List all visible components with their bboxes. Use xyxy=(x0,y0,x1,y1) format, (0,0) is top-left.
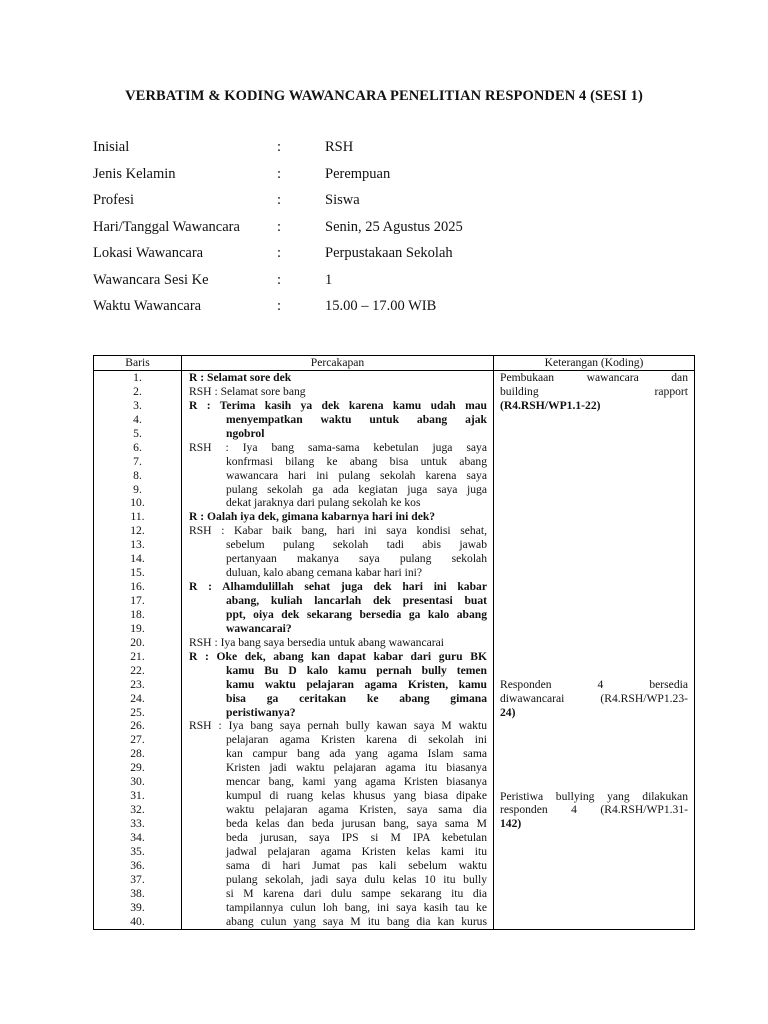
line-number: 23. xyxy=(130,677,145,691)
line-number: 17. xyxy=(130,594,145,607)
conversation-line: waktu pelajaran agama Kristen, saya sama dia xyxy=(226,803,487,817)
conversation-line: RSH : Iya bang saya bersedia untuk abang wawancarai xyxy=(189,635,444,649)
conversation-line: kan campur bang ada yang agama Islam sama xyxy=(226,747,487,761)
info-row xyxy=(93,245,693,272)
coding-note xyxy=(500,678,688,720)
conversation-line: ngobrol xyxy=(226,426,265,440)
line-number: 9. xyxy=(133,482,142,496)
conversation-line: RSH : Kabar baik bang, hari ini saya kondisi sehat, xyxy=(189,524,487,538)
line-number: 39. xyxy=(130,900,145,914)
info-value: Senin, 25 Agustus 2025 xyxy=(325,218,463,235)
info-value: Perpustakaan Sekolah xyxy=(325,245,453,261)
conversation-line: ppt, oiya dek sekarang bersedia ga kalo abang xyxy=(226,607,487,621)
conversation-line: bisa ga ceritakan ke abang gimana xyxy=(226,691,487,705)
info-colon: : xyxy=(277,139,282,155)
line-number: 38. xyxy=(130,886,145,900)
line-number: 27. xyxy=(130,733,145,747)
line-number: 28. xyxy=(130,747,145,761)
coding-note-line: Responden 4 bersedia xyxy=(500,677,688,691)
conversation-line: sebelum pulang sekolah tadi abis jawab xyxy=(226,538,487,552)
line-number: 34. xyxy=(130,830,145,844)
coding-note xyxy=(500,790,688,832)
line-number: 35. xyxy=(130,844,145,858)
line-number: 26. xyxy=(130,719,145,733)
conversation-line: duluan, kalo abang cemana kabar hari ini? xyxy=(226,566,423,580)
respondent-info xyxy=(93,139,693,325)
conversation-line: beda kelas dan beda jurusan bang, saya sama M xyxy=(226,817,487,830)
info-value: 1 xyxy=(325,271,333,288)
conversation-line: pulang sekolah ga ada kegiatan juga saya juga xyxy=(226,482,487,496)
info-colon: : xyxy=(277,245,282,261)
info-value: 15.00 – 17.00 WIB xyxy=(325,298,437,314)
line-number: 2. xyxy=(133,384,142,398)
document-title: VERBATIM & KODING WAWANCARA PENELITIAN RESPONDEN 4 (SESI 1) xyxy=(125,88,643,104)
info-row xyxy=(93,192,693,219)
conversation-line: kamu waktu pelajaran agama Kristen, kamu xyxy=(226,677,487,691)
conversation-line: beda jurusan, saya IPS si M IPA kebetulan xyxy=(226,830,487,844)
conversation-line: mencar bang, kami yang agama Kristen biasanya xyxy=(226,775,487,789)
coding-note-line: Pembukaan wawancara dan xyxy=(500,371,688,384)
line-number: 6. xyxy=(133,440,142,454)
table-body-row xyxy=(94,371,695,930)
line-number: 25. xyxy=(130,705,145,719)
line-number: 22. xyxy=(130,663,145,677)
line-number: 24. xyxy=(130,691,145,705)
line-number: 32. xyxy=(130,803,145,817)
line-number: 21. xyxy=(130,649,145,663)
conversation-line: si M karena dari dulu sampe sekarang itu dia xyxy=(226,886,487,900)
coding-note-line: responden 4 (R4.RSH/WP1.31- xyxy=(500,803,688,817)
line-number-column xyxy=(94,371,182,930)
info-label: Profesi xyxy=(93,192,135,208)
conversation-line: kamu Bu D kalo kamu pernah bully temen xyxy=(226,663,487,677)
line-number: 30. xyxy=(130,775,145,789)
verbatim-table xyxy=(93,355,695,930)
conversation-line: jadwal pelajaran agama Kristen kelas kami itu xyxy=(226,844,487,858)
coding-note-line: 24) xyxy=(500,705,516,719)
conversation-column xyxy=(182,371,494,930)
info-colon: : xyxy=(277,192,282,208)
info-label: Wawancara Sesi Ke xyxy=(93,271,209,288)
info-colon: : xyxy=(277,165,282,182)
line-number: 16. xyxy=(130,580,145,594)
table-header-row xyxy=(94,356,695,371)
line-number: 36. xyxy=(130,858,145,872)
conversation-line: konfrmasi bilang ke abang bisa untuk abang xyxy=(226,454,487,468)
conversation-line: tampilannya culun loh bang, ini saya kasih tau ke xyxy=(226,900,487,914)
line-number: 8. xyxy=(133,468,142,482)
conversation-line: peristiwanya? xyxy=(226,705,296,719)
info-value: Siswa xyxy=(325,192,360,208)
line-number: 40. xyxy=(130,914,145,928)
conversation-line: R : Terima kasih ya dek karena kamu udah mau xyxy=(189,398,487,412)
info-row xyxy=(93,166,693,193)
coding-note xyxy=(500,371,688,413)
line-number: 31. xyxy=(130,789,145,803)
info-value: Perempuan xyxy=(325,165,391,182)
coding-note-line: 142) xyxy=(500,817,522,831)
line-number: 5. xyxy=(133,426,142,440)
conversation-line: pertanyaan makanya saya pulang sekolah xyxy=(226,552,487,566)
conversation-line: dekat jaraknya dari pulang sekolah ke kos xyxy=(226,496,421,510)
line-number: 7. xyxy=(133,454,142,468)
info-label: Waktu Wawancara xyxy=(93,298,202,314)
header-baris: Baris xyxy=(94,356,182,371)
coding-note-line: diwawancarai (R4.RSH/WP1.23- xyxy=(500,691,688,705)
info-value: RSH xyxy=(325,139,354,155)
line-number: 19. xyxy=(130,621,145,635)
info-label: Lokasi Wawancara xyxy=(93,245,204,261)
info-label: Jenis Kelamin xyxy=(93,165,176,182)
info-row xyxy=(93,139,693,166)
info-label: Inisial xyxy=(93,139,130,155)
line-number: 4. xyxy=(133,412,142,426)
line-number: 29. xyxy=(130,761,145,775)
conversation-line: R : Oke dek, abang kan dapat kabar dari guru BK xyxy=(189,649,487,663)
info-row xyxy=(93,219,693,246)
conversation-line: RSH : Selamat sore bang xyxy=(189,384,306,398)
line-number: 33. xyxy=(130,817,145,830)
line-number: 1. xyxy=(133,371,142,384)
line-number: 10. xyxy=(130,496,145,510)
coding-note-line: Peristiwa bullying yang dilakukan xyxy=(500,789,688,803)
conversation-line: menyempatkan waktu untuk abang ajak xyxy=(226,412,487,426)
info-colon: : xyxy=(277,218,282,235)
conversation-line: pulang sekolah, jadi saya dulu kelas 10 itu bully xyxy=(226,872,487,886)
header-percakapan: Percakapan xyxy=(182,356,494,371)
coding-notes-column xyxy=(494,371,695,930)
line-number: 20. xyxy=(130,635,145,649)
line-number: 3. xyxy=(133,398,142,412)
conversation-line: abang, kuliah lancarlah dek presentasi buat xyxy=(226,594,487,607)
conversation-line: abang culun yang saya M itu bang dia kan kurus xyxy=(226,914,487,928)
conversation-line: kumpul di ruang kelas khusus yang biasa dipake xyxy=(226,789,487,803)
info-colon: : xyxy=(277,298,282,314)
conversation-line: pelajaran agama Kristen karena di sekolah ini xyxy=(226,733,487,747)
conversation-line: RSH : Iya bang saya pernah bully kawan saya M waktu xyxy=(189,719,487,733)
coding-note-line: building rapport xyxy=(500,384,688,398)
conversation-line: RSH : Iya bang sama-sama kebetulan juga saya xyxy=(189,440,487,454)
line-number: 12. xyxy=(130,524,145,538)
conversation-line: wawancarai? xyxy=(226,621,292,635)
header-keterangan: Keterangan (Koding) xyxy=(494,356,695,371)
info-row xyxy=(93,272,693,299)
line-number: 37. xyxy=(130,872,145,886)
line-number: 14. xyxy=(130,552,145,566)
line-number: 15. xyxy=(130,566,145,580)
conversation-line: Kristen jadi waktu pelajaran agama itu biasanya xyxy=(226,761,487,775)
conversation-line: R : Selamat sore dek xyxy=(189,371,292,384)
info-row xyxy=(93,298,693,325)
line-number: 13. xyxy=(130,538,145,552)
conversation-line: wawancara hari ini pulang sekolah karena saya xyxy=(226,468,487,482)
coding-note-line: (R4.RSH/WP1.1-22) xyxy=(500,398,601,412)
line-number: 11. xyxy=(130,510,145,524)
conversation-line: sama di hari Jumat pas kali sebelum waktu xyxy=(226,858,487,872)
line-number: 18. xyxy=(130,607,145,621)
info-label: Hari/Tanggal Wawancara xyxy=(93,218,240,235)
conversation-line: R : Oalah iya dek, gimana kabarnya hari ini dek? xyxy=(189,510,436,524)
conversation-line: R : Alhamdulillah sehat juga dek hari ini kabar xyxy=(189,580,487,594)
info-colon: : xyxy=(277,271,282,288)
